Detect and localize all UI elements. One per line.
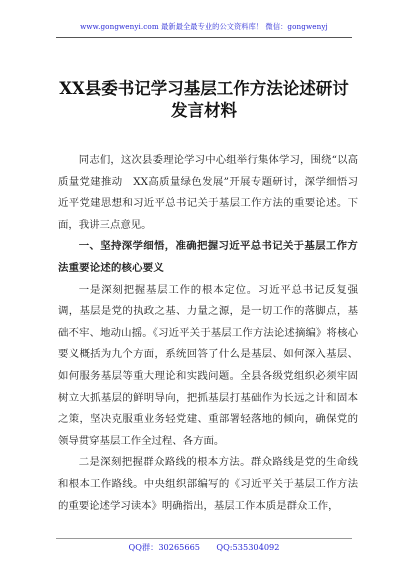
body-paragraph: 同志们，这次县委理论学习中心组举行集体学习，围绕“以高质量党建推动 XX高质量绿色发展”开展专题研讨，深学细悟习近平党建思想和习近平总书记关于基层工作方法的重要论述。下面，我讲三点意见。 bbox=[58, 154, 358, 231]
page-header: www.gongwenyi.com 最新最全最专业的公文资料库！ 微信：gongwenyj bbox=[80, 22, 328, 31]
body-paragraph: 二是深刻把握群众路线的根本方法。群众路线是党的生命线和根本工作路线。中央组织部编写的《习近平关于基层工作方法的重要论述学习读本》明确指出，基层工作本质是群众工作， bbox=[58, 456, 358, 512]
header-divider bbox=[56, 37, 352, 38]
section-heading: 一、坚持深学细悟，准确把握习近平总书记关于基层工作方法重要论述的核心要义 bbox=[58, 240, 358, 274]
title-line-1: XX县委书记学习基层工作方法论述研讨 bbox=[59, 79, 349, 98]
footer-divider bbox=[56, 538, 352, 539]
document-body bbox=[58, 150, 358, 517]
page-footer: QQ群：30265665 QQ:535304092 bbox=[128, 542, 280, 552]
document-title bbox=[40, 78, 368, 122]
title-line-2: 发言材料 bbox=[171, 101, 237, 120]
body-paragraph: 一是深刻把握基层工作的根本定位。习近平总书记反复强调，基层是党的执政之基、力量之源，是一切工作的落脚点，基础不牢、地动山摇。《习近平关于基层工作方法论述摘编》将核心要义概括为九个方面，系统回答了什么是基层、如何深入基层、如何服务基层等重大理论和实践问题。全县各级党组织必须牢固树立大抓基层的鲜明导向，把抓基层打基础作为长远之计和固本之策，坚决克服重业务轻党建、重部署轻落地的倾向，确保党的领导贯穿基层工作全过程、各方面。 bbox=[58, 283, 358, 447]
